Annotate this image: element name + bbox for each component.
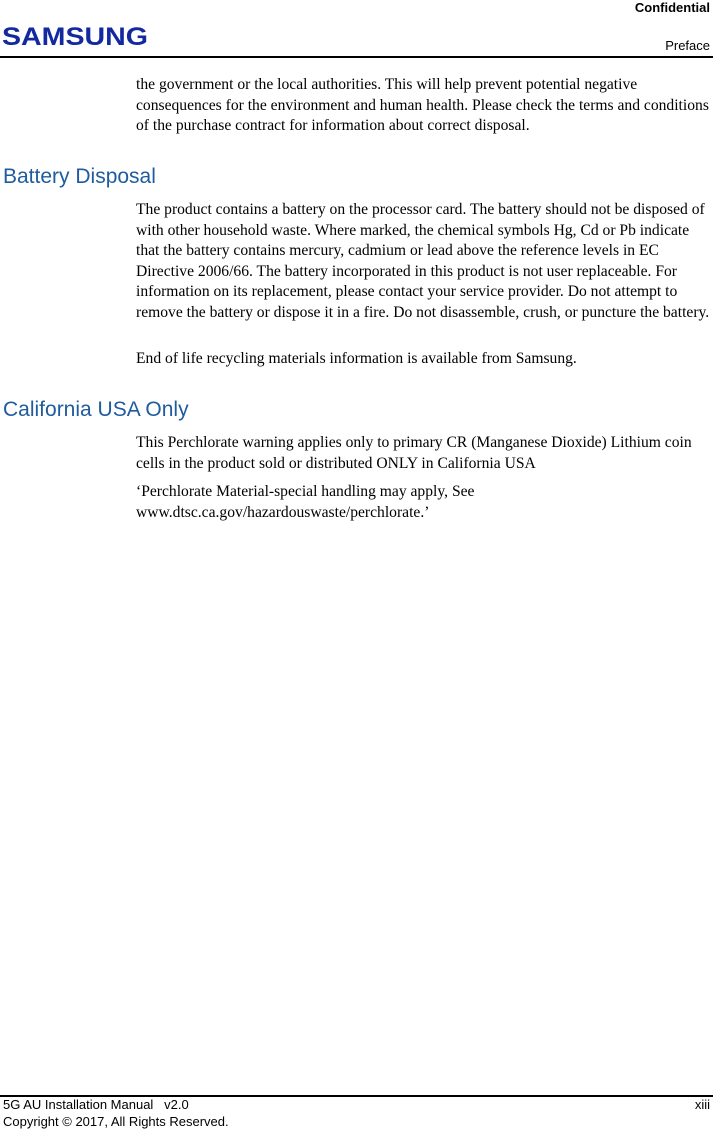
samsung-logo-text: SAMSUNG bbox=[2, 23, 148, 50]
battery-paragraph-1: The product contains a battery on the processor card. The battery should not be disposed of with other household waste. Where marked, the chemical symbols Hg, Cd or Pb indicate that the battery contains mercury, cadmium or lead above the reference levels in EC Directive 2006/66. The battery incorporated in this product is not user replaceable. For information on its replacement, please contact your service provider. Do not attempt to remove the battery or dispose it in a fire. Do not disassemble, crush, or puncture the battery. bbox=[136, 201, 710, 321]
california-heading: California USA Only bbox=[3, 398, 189, 421]
page-footer bbox=[3, 1097, 229, 1130]
page-header bbox=[0, 0, 713, 58]
samsung-logo bbox=[2, 22, 150, 50]
copyright: Copyright © 2017, All Rights Reserved. bbox=[3, 1113, 229, 1129]
page-number: xiii bbox=[694, 1097, 710, 1112]
battery-disposal-heading: Battery Disposal bbox=[3, 165, 156, 188]
california-paragraph-2: ‘Perchlorate Material-special handling may apply, See www.dtsc.ca.gov/hazardouswaste/perchlorate.’ bbox=[136, 483, 475, 521]
manual-title: 5G AU Installation Manual v2.0 bbox=[3, 1097, 189, 1112]
california-paragraph-1: This Perchlorate warning applies only to primary CR (Manganese Dioxide) Lithium coin cells in the product sold or distributed ONLY in California USA bbox=[136, 434, 692, 472]
intro-paragraph: the government or the local authorities. This will help prevent potential negative consequences for the environment and human health. Please check the terms and conditions of the purchase contract for information about correct disposal. bbox=[136, 76, 709, 134]
section-label: Preface bbox=[665, 38, 710, 53]
confidential-label: Confidential bbox=[634, 0, 710, 15]
header-divider bbox=[0, 56, 713, 58]
battery-paragraph-2: End of life recycling materials information is available from Samsung. bbox=[136, 350, 577, 367]
